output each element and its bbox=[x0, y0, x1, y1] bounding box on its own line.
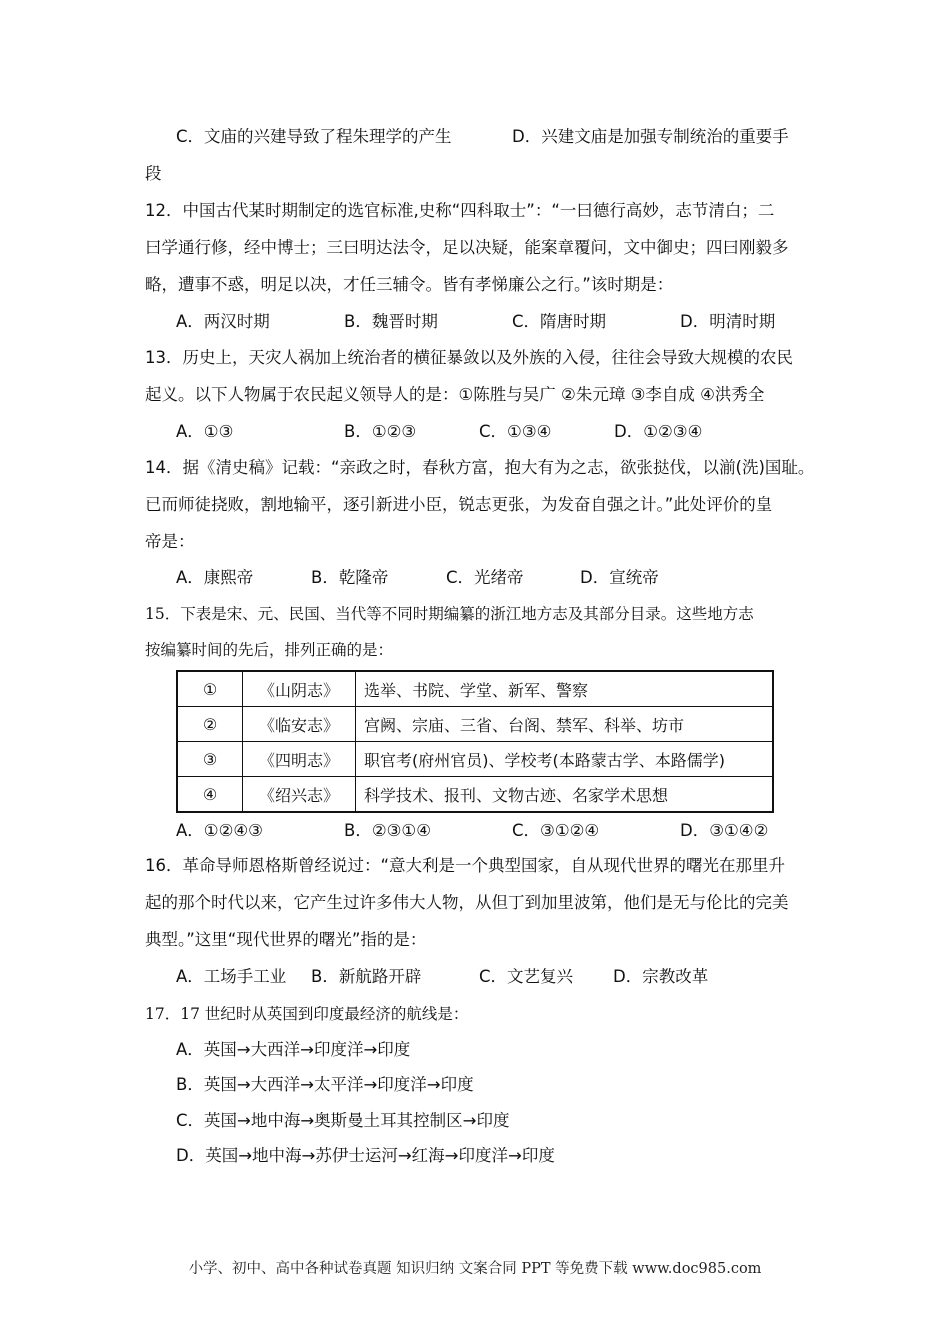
q16-option-b: B．新航路开辟 bbox=[311, 967, 422, 986]
q13-stem-line-1: 13．历史上，天灾人祸加上统治者的横征暴敛以及外族的入侵，往往会导致大规模的农民 bbox=[145, 348, 793, 367]
table-cell-name: 《四明志》 bbox=[243, 742, 356, 777]
table-cell-content: 科学技术、报刊、文物古迹、名家学术思想 bbox=[356, 777, 774, 813]
q14-option-d: D．宣统帝 bbox=[580, 568, 659, 587]
table-row bbox=[177, 707, 773, 742]
q15-stem-line-1: 15．下表是宋、元、民国、当代等不同时期编纂的浙江地方志及其部分目录。这些地方志 bbox=[145, 605, 754, 623]
table-cell-num: ③ bbox=[177, 742, 243, 777]
table-cell-content: 职官考(府州官员)、学校考(本路蒙古学、本路儒学) bbox=[356, 742, 774, 777]
q14-stem-line-3: 帝是： bbox=[145, 532, 195, 551]
q13-option-a: A．①③ bbox=[176, 422, 234, 441]
q11-option-c: C．文庙的兴建导致了程朱理学的产生 bbox=[176, 127, 452, 146]
q12-option-c: C．隋唐时期 bbox=[512, 312, 607, 331]
table-cell-num: ② bbox=[177, 707, 243, 742]
q12-stem-line-2: 曰学通行修，经中博士；三曰明达法令，足以决疑，能案章覆问，文中御史；四曰刚毅多 bbox=[145, 238, 789, 257]
table-cell-content: 选举、书院、学堂、新军、警察 bbox=[356, 671, 774, 707]
q16-stem-line-3: 典型。”这里“现代世界的曙光”指的是： bbox=[145, 930, 427, 949]
q13-option-c: C．①③④ bbox=[479, 422, 552, 441]
table-cell-name: 《临安志》 bbox=[243, 707, 356, 742]
q11-option-d-wrap: 段 bbox=[145, 164, 162, 183]
q15-option-d: D．③①④② bbox=[680, 821, 769, 840]
page-footer: 小学、初中、高中各种试卷真题 知识归纳 文案合同 PPT 等免费下载 www.doc985.com bbox=[188, 1261, 762, 1277]
q16-stem-line-2: 起的那个时代以来，它产生过许多伟大人物，从但丁到加里波第，他们是无与伦比的完美 bbox=[145, 893, 789, 912]
q16-option-a: A．工场手工业 bbox=[176, 967, 287, 986]
q14-option-c: C．光绪帝 bbox=[446, 568, 524, 587]
q16-option-c: C．文艺复兴 bbox=[479, 967, 574, 986]
q15-stem-line-2: 按编纂时间的先后，排列正确的是： bbox=[145, 641, 394, 659]
q15-option-a: A．①②④③ bbox=[176, 821, 263, 840]
table-cell-name: 《山阴志》 bbox=[243, 671, 356, 707]
table-cell-num: ④ bbox=[177, 777, 243, 813]
table-row bbox=[177, 742, 773, 777]
table-row bbox=[177, 777, 773, 813]
table-cell-num: ① bbox=[177, 671, 243, 707]
q15-option-c: C．③①②④ bbox=[512, 821, 600, 840]
q15-option-b: B．②③①④ bbox=[344, 821, 431, 840]
q14-stem-line-1: 14．据《清史稿》记载：“亲政之时，春秋方富，抱大有为之志，欲张挞伐，以湔(洗)国耻。 bbox=[145, 458, 815, 477]
q13-stem-line-2: 起义。以下人物属于农民起义领导人的是：①陈胜与吴广 ②朱元璋 ③李自成 ④洪秀全 bbox=[145, 385, 765, 404]
q17-stem: 17．17 世纪时从英国到印度最经济的航线是： bbox=[145, 1005, 469, 1023]
q13-option-b: B．①②③ bbox=[344, 422, 417, 441]
q14-option-b: B．乾隆帝 bbox=[311, 568, 389, 587]
table-cell-name: 《绍兴志》 bbox=[243, 777, 356, 813]
q16-stem-line-1: 16．革命导师恩格斯曾经说过：“意大利是一个典型国家，自从现代世界的曙光在那里升 bbox=[145, 856, 786, 875]
table-cell-content: 宫阙、宗庙、三省、台阁、禁军、科举、坊市 bbox=[356, 707, 774, 742]
q12-option-a: A．两汉时期 bbox=[176, 312, 270, 331]
q11-option-d: D．兴建文庙是加强专制统治的重要手 bbox=[512, 127, 789, 146]
q16-option-d: D．宗教改革 bbox=[613, 967, 709, 986]
q17-option-b: B．英国→大西洋→太平洋→印度洋→印度 bbox=[176, 1075, 474, 1094]
q12-stem-line-1: 12．中国古代某时期制定的选官标准,史称“四科取士”：“一曰德行高妙，志节清白；二 bbox=[145, 201, 775, 220]
gazetteer-table bbox=[176, 670, 774, 813]
q14-stem-line-2: 已而师徒挠败，割地输平，逐引新进小臣，锐志更张，为发奋自强之计。”此处评价的皇 bbox=[145, 495, 773, 514]
q17-option-c: C．英国→地中海→奥斯曼土耳其控制区→印度 bbox=[176, 1111, 510, 1130]
q14-option-a: A．康熙帝 bbox=[176, 568, 254, 587]
table-row bbox=[177, 671, 773, 707]
q17-option-d: D．英国→地中海→苏伊士运河→红海→印度洋→印度 bbox=[176, 1146, 555, 1165]
q12-option-b: B．魏晋时期 bbox=[344, 312, 438, 331]
q12-stem-line-3: 略，遭事不惑，明足以决，才任三辅令。皆有孝悌廉公之行。”该时期是： bbox=[145, 275, 674, 294]
q17-option-a: A．英国→大西洋→印度洋→印度 bbox=[176, 1040, 411, 1059]
q13-option-d: D．①②③④ bbox=[614, 422, 703, 441]
q12-option-d: D．明清时期 bbox=[680, 312, 776, 331]
